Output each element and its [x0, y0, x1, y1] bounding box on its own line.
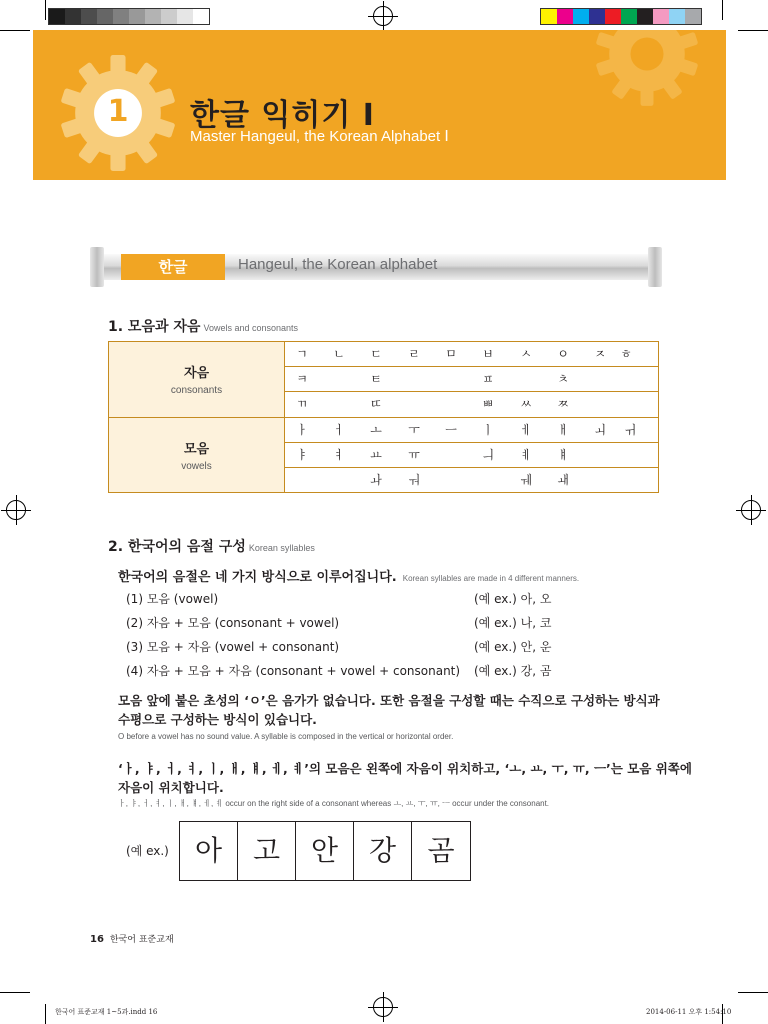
print-timestamp: 2014-06-11 오후 1:54:10 — [646, 1008, 732, 1016]
consonant-row — [285, 342, 658, 367]
letter-cell: ㅊ — [557, 372, 569, 386]
letter-cell: ㄴ — [333, 347, 345, 361]
letter-cell: ㄷ — [370, 347, 382, 361]
letter-cell: ㅗ — [370, 423, 382, 437]
page-folio — [90, 932, 174, 945]
letter-cell: ㅜ — [408, 423, 420, 437]
book-title: 한국어 표준교재 — [109, 935, 174, 945]
paragraph-line: 수평으로 구성하는 방식이 있습니다. — [118, 712, 317, 727]
color-swatch — [685, 9, 701, 24]
letter-cell: ㄲ — [296, 397, 308, 411]
letter-cell: ㄱ — [296, 347, 308, 361]
paragraph-line: ‘ㅏ, ㅑ, ㅓ, ㅕ, ㅣ, ㅐ, ㅒ, ㅔ, ㅖ’의 모음은 왼쪽에 자음이 위치하고, ‘ㅗ, ㅛ, ㅜ, ㅠ, ㅡ’는 모음 위쪽에 — [118, 761, 692, 776]
letter-cell: ㅛ — [370, 448, 382, 462]
section-bar-cap-right — [648, 247, 662, 287]
gear-icon — [588, 30, 706, 113]
file-slug: 한국어 표준교재 1~5과.indd 16 — [55, 1008, 158, 1016]
section-bar — [90, 247, 662, 287]
letter-cell: ㅘ — [370, 473, 382, 487]
consonant-row — [285, 367, 658, 392]
section-heading — [108, 316, 298, 336]
consonants-label-ko: 자음 — [183, 366, 210, 381]
vowel-row — [285, 443, 658, 468]
syllables-intro-en: Korean syllables are made in 4 different manners. — [402, 574, 580, 583]
example-syllable: 곰 — [427, 834, 455, 867]
letter-cell: ㅇ — [557, 347, 569, 361]
color-swatch — [65, 9, 81, 24]
syllables-intro-ko: 한국어의 음절은 네 가지 방식으로 이루어집니다. — [118, 570, 397, 585]
section-bar-text: Hangeul, the Korean alphabet — [238, 256, 438, 273]
syllable-type-example: (예 ex.) 안, 운 — [474, 640, 552, 654]
letter-cell: ㅅ — [520, 347, 532, 361]
syllables-intro — [118, 566, 579, 585]
letter-cell: ㅣ — [482, 423, 494, 437]
section-heading-ko: 2. 한국어의 음절 구성 — [108, 539, 246, 555]
crop-mark — [738, 30, 768, 31]
registration-mark-right — [741, 500, 761, 520]
letter-cell: ㅎ — [620, 347, 632, 361]
letter-cell: ㅠ — [408, 448, 420, 462]
color-swatch — [145, 9, 161, 24]
letter-cell: ㅓ — [333, 423, 345, 437]
letter-cell: ㅞ — [520, 473, 532, 487]
paragraph-note-en: O before a vowel has no sound value. A syllable is composed in the vertical or horizontal order. — [118, 732, 454, 741]
example-syllable: 강 — [354, 822, 412, 880]
vowel-row — [285, 468, 658, 493]
color-swatch — [129, 9, 145, 24]
color-swatch — [113, 9, 129, 24]
crop-mark — [0, 992, 30, 993]
syllable-type-item: (3) 모음 + 자음 (vowel + consonant) — [126, 640, 340, 654]
crop-mark — [738, 992, 768, 993]
color-swatch — [161, 9, 177, 24]
letter-cell: ㅍ — [482, 372, 494, 386]
consonants-label-en: consonants — [170, 385, 223, 396]
letter-cell: ㅙ — [557, 473, 569, 487]
paragraph-line: 자음이 위치합니다. — [118, 780, 224, 795]
letter-cell: ㅚ — [594, 423, 606, 437]
letter-cell: ㄸ — [370, 397, 382, 411]
color-swatch — [557, 9, 573, 24]
section-heading — [108, 536, 315, 556]
letter-cell: ㅏ — [296, 423, 308, 437]
crop-mark — [45, 0, 46, 20]
letter-cell: ㅡ — [445, 423, 457, 437]
chapter-subtitle: Master Hangeul, the Korean Alphabet Ⅰ — [190, 128, 449, 145]
letter-cell: ㅆ — [520, 397, 532, 411]
letter-cell: ㅉ — [557, 397, 569, 411]
letter-cell: ㅁ — [445, 347, 457, 361]
color-swatch — [573, 9, 589, 24]
color-swatch — [621, 9, 637, 24]
paragraph-note-en: ㅏ, ㅑ, ㅓ, ㅕ, ㅣ, ㅐ, ㅒ, ㅔ, ㅖ occur on the right side of a consonant whereas ㅗ, ㅛ, ㅜ, ㅠ, ㅡ occur under the consonant. — [118, 799, 550, 808]
color-swatch — [653, 9, 669, 24]
chapter-title: 한글 익히기 Ⅰ — [190, 98, 375, 133]
letter-cell: ㅋ — [296, 372, 308, 386]
section-bar-label: 한글 — [121, 254, 225, 280]
color-swatch — [669, 9, 685, 24]
process-color-bar — [540, 8, 702, 25]
example-syllable: 안 — [296, 822, 354, 880]
syllable-type-item: (1) 모음 (vowel) — [126, 592, 219, 606]
crop-mark — [45, 1004, 46, 1024]
paragraph-silent-ieung — [118, 691, 660, 729]
chapter-banner — [33, 30, 726, 180]
color-swatch — [605, 9, 621, 24]
letter-cell: ㅒ — [557, 448, 569, 462]
letter-cell: ㅑ — [296, 448, 308, 462]
consonant-row — [285, 392, 658, 417]
letter-cell: ㅔ — [520, 423, 532, 437]
color-swatch — [97, 9, 113, 24]
section-heading-en: Vowels and consonants — [203, 323, 299, 333]
color-swatch — [177, 9, 193, 24]
vowels-label — [109, 418, 285, 492]
letter-cell: ㅖ — [520, 448, 532, 462]
page-number: 16 — [90, 934, 104, 945]
syllable-type-example: (예 ex.) 나, 코 — [474, 616, 552, 630]
letter-cell: ㅃ — [482, 397, 494, 411]
section-heading-en: Korean syllables — [248, 543, 315, 553]
paragraph-vowel-position — [118, 759, 692, 797]
letter-cell: ㅈ — [594, 347, 606, 361]
example-syllable: 아 — [180, 822, 238, 880]
vowel-row — [285, 418, 658, 443]
letter-cell: ㅢ — [482, 448, 494, 462]
registration-mark-bottom — [373, 997, 393, 1017]
example-syllable: 고 — [238, 822, 296, 880]
syllable-type-item: (2) 자음 + 모음 (consonant + vowel) — [126, 616, 340, 630]
registration-mark-left — [6, 500, 26, 520]
syllable-type-item: (4) 자음 + 모음 + 자음 (consonant + vowel + consonant) — [126, 664, 461, 678]
crop-mark — [722, 0, 723, 20]
letter-cell: ㅝ — [408, 473, 420, 487]
syllable-type-example: (예 ex.) 강, 곰 — [474, 664, 552, 678]
letter-cell: ㅌ — [370, 372, 382, 386]
color-swatch — [193, 9, 209, 24]
crop-mark — [0, 30, 30, 31]
example-syllable-box — [179, 821, 471, 881]
syllable-type-example: (예 ex.) 아, 오 — [474, 592, 552, 606]
color-swatch — [49, 9, 65, 24]
chapter-number: 1 — [107, 94, 129, 129]
letter-cell: ㅕ — [333, 448, 345, 462]
color-swatch — [637, 9, 653, 24]
vowels-label-en: vowels — [181, 461, 212, 472]
paragraph-line: 모음 앞에 붙은 초성의 ‘ㅇ’은 음가가 없습니다. 또한 음절을 구성할 때는 수직으로 구성하는 방식과 — [118, 693, 660, 708]
vowels-label-ko: 모음 — [183, 442, 210, 457]
color-swatch — [541, 9, 557, 24]
section-bar-cap-left — [90, 247, 104, 287]
section-heading-ko: 1. 모음과 자음 — [108, 319, 201, 335]
example-label: (예 ex.) — [126, 844, 169, 858]
letter-cell: ㅂ — [482, 347, 494, 361]
color-swatch — [589, 9, 605, 24]
registration-mark-top — [373, 6, 393, 26]
letters-table — [108, 341, 659, 493]
letter-cell: ㅟ — [624, 423, 636, 437]
consonants-label — [109, 342, 285, 417]
gray-color-bar — [48, 8, 210, 25]
color-swatch — [81, 9, 97, 24]
letter-cell: ㄹ — [408, 347, 420, 361]
letter-cell: ㅐ — [557, 423, 569, 437]
